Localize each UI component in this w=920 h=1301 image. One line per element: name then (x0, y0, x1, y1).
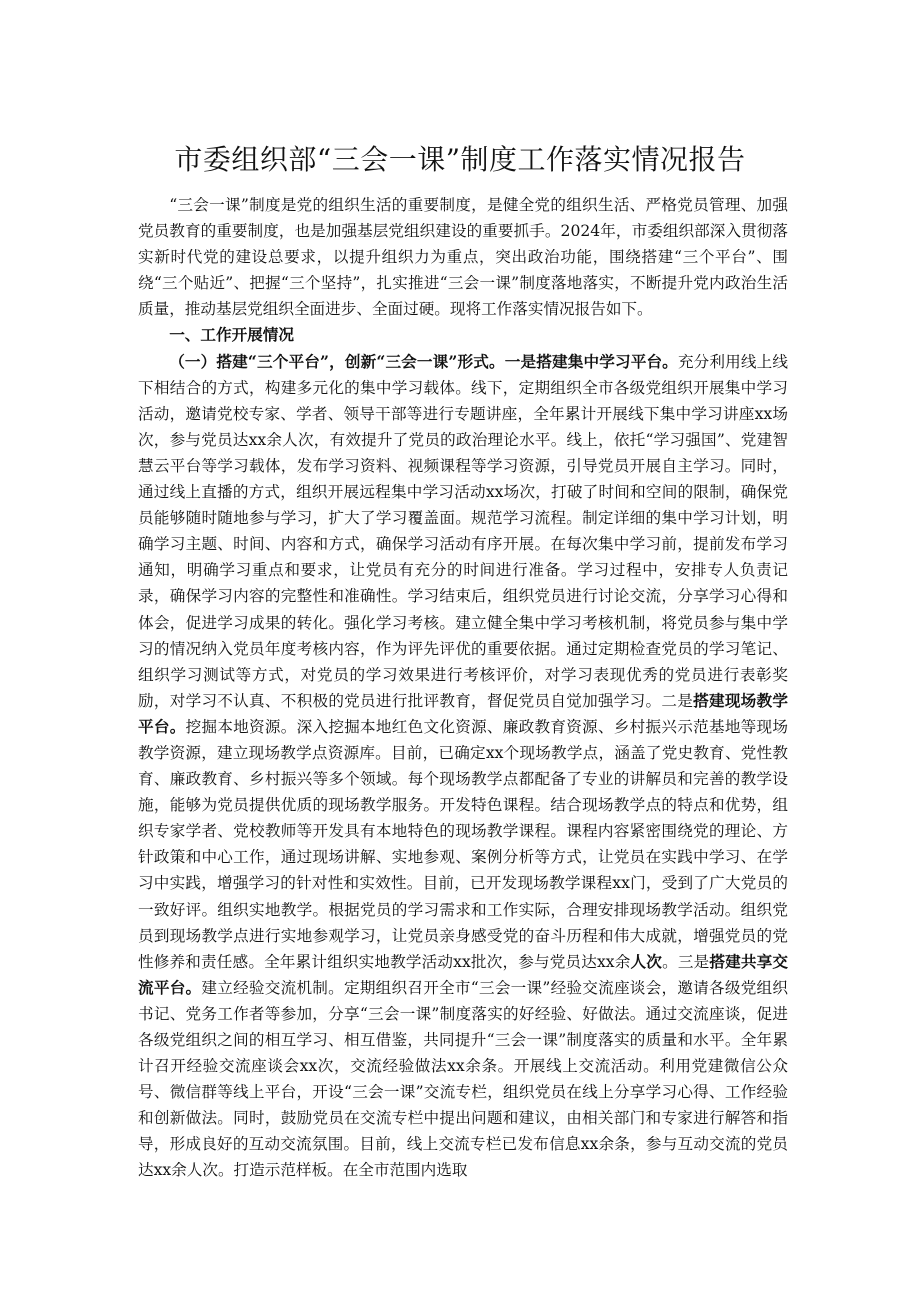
sub-heading-three-platforms: （一）搭建“三个平台”，创新“三会一课”形式。 (169, 351, 505, 371)
section-heading-work: 一、工作开展情况 (169, 325, 294, 345)
point3-prefix: 。三是 (662, 952, 710, 971)
section-paragraph-platforms (138, 349, 788, 1184)
document-title: 市委组织部“三会一课”制度工作落实情况报告 (174, 143, 746, 176)
point1-heading: 一是搭建集中学习平台。 (504, 351, 678, 371)
point3-heading: 搭建共享交流平台。 (138, 951, 788, 997)
document-body (138, 192, 788, 1184)
point2-text: 挖掘本地资源。深入挖掘本地红色文化资源、廉政教育资源、乡村振兴示范基地等现场教学资源，建立现场教学点资源库。目前，已确定xx个现场教学点，涵盖了党史教育、党性教育、廉政教育、乡村振兴等多个领域。每个现场教学点都配备了专业的讲解员和完善的教学设施，能够为党员提供优质的现场教学服务。开发特色课程。结合现场教学点的特点和优势，组织专家学者、党校教师等开发具有本地特色的现场教学课程。课程内容紧密围绕党的理论、方针政策和中心工作，通过现场讲解、实地参观、案例分析等方式，让党员在实践中学习、在学习中实践，增强学习的针对性和实效性。目前，已开发现场教学课程xx门，受到了广大党员的一致好评。组织实地教学。根据党员的学习需求和工作实际，合理安排现场教学活动。组织党员到现场教学点进行实地参观学习，让党员亲身感受党的奋斗历程和伟大成就，增强党员的党性修养和责任感。全年累计组织实地教学活动xx批次，参与党员达xx余 (138, 717, 788, 971)
point1-text: 充分利用线上线下相结合的方式，构建多元化的集中学习载体。线下，定期组织全市各级党组织开展集中学习活动，邀请党校专家、学者、领导干部等进行专题讲座，全年累计开展线下集中学习讲座xx场次，参与党员达xx余人次，有效提升了党员的政治理论水平。线上，依托“学习强国”、党建智慧云平台等学习载体，发布学习资料、视频课程等学习资源，引导党员开展自主学习。同时，通过线上直播的方式，组织开展远程集中学习活动xx场次，打破了时间和空间的限制，确保党员能够随时随地参与学习，扩大了学习覆盖面。规范学习流程。制定详细的集中学习计划，明确学习主题、时间、内容和方式，确保学习活动有序开展。在每次集中学习前，提前发布学习通知，明确学习重点和要求，让党员有充分的时间进行准备。学习过程中，安排专人负责记录，确保学习内容的完整性和准确性。学习结束后，组织党员进行讨论交流，分享学习心得和体会，促进学习成果的转化。强化学习考核。建立健全集中学习考核机制，将党员参与集中学习的情况纳入党员年度考核内容，作为评先评优的重要依据。通过定期检查党员的学习笔记、组织学习测试等方式，对党员的学习效果进行考核评价，对学习表现优秀的党员进行表彰奖励，对学习不认真、不积极的党员进行批评教育，督促党员自觉加强学习。二是 (138, 352, 788, 710)
point3-text: 建立经验交流机制。定期组织召开全市“三会一课”经验交流座谈会，邀请各级党组织书记、党务工作者等参加，分享“三会一课”制度落实的好经验、好做法。通过交流座谈，促进各级党组织之间的相互学习、相互借鉴，共同提升“三会一课”制度落实的质量和水平。全年累计召开经验交流座谈会xx次，交流经验做法xx余条。开展线上交流活动。利用党建微信公众号、微信群等线上平台，开设“三会一课”交流专栏，组织党员在线上分享学习心得、工作经验和创新做法。同时，鼓励党员在交流专栏中提出问题和建议，由相关部门和专家进行解答和指导，形成良好的互动交流氛围。目前，线上交流专栏已发布信息xx余条，参与互动交流的党员达xx余人次。打造示范样板。在全市范围内选取 (138, 978, 788, 1180)
point2-heading: 搭建现场教学平台。 (138, 690, 788, 736)
point2-tail: 人次 (630, 951, 663, 971)
intro-paragraph: “三会一课”制度是党的组织生活的重要制度，是健全党的组织生活、严格党员管理、加强党员教育的重要制度，也是加强基层党组织建设的重要抓手。2024年，市委组织部深入贯彻落实新时代党的建设总要求，以提升组织力为重点，突出政治功能，围绕搭建“三个平台”、围绕“三个贴近”、把握“三个坚持”，扎实推进“三会一课”制度落地落实，不断提升党内政治生活质量，推动基层党组织全面进步、全面过硬。现将工作落实情况报告如下。 (138, 196, 788, 319)
